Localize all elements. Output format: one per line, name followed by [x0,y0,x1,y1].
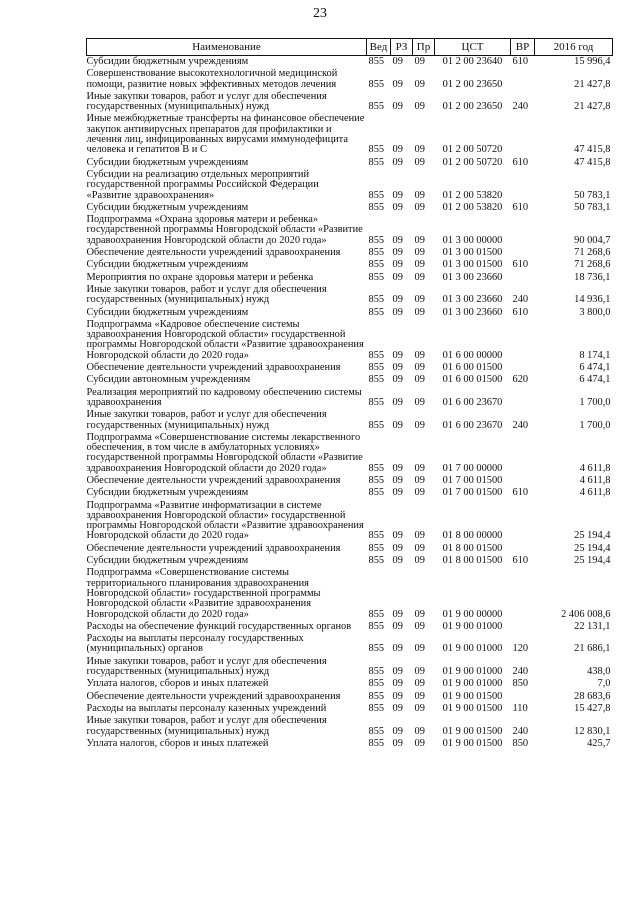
cell-vr [511,273,535,285]
cell-sum: 12 830,1 [574,725,611,737]
cell-sum: 25 194,4 [574,530,611,542]
cell-cst: 01 9 00 01000 [442,620,503,632]
cell-pr: 09 [414,349,425,361]
cell-vr: 610 [512,56,529,67]
cell-rz: 09 [392,189,403,201]
cell-sum: 7,0 [597,678,611,690]
cell-ved: 855 [368,555,385,567]
cell-sum: 71 268,6 [574,259,611,271]
cell-cst: 01 6 00 23670 [442,419,503,431]
cell-name: Расходы на выплаты персоналу государственных (муниципальных) органов [86,633,304,655]
cell-pr: 09 [414,643,425,655]
table-row [87,114,613,157]
cell-vr: 610 [512,555,529,567]
cell-pr: 09 [414,306,425,318]
cell-pr: 09 [414,678,425,690]
cell-vr [511,568,535,621]
cell-pr: 09 [414,737,425,749]
cell-cst: 01 7 00 00000 [442,462,503,474]
cell-cst: 01 3 00 01500 [442,259,503,271]
col-header-cst: ЦСТ [435,39,511,56]
cell-sum: 50 783,1 [574,201,611,213]
cell-name: Подпрограмма «Совершенствование системы территориального планирования здравоохранения Новгородской области» государственной программы Новгородской области «Развитие здравоохранения Новгородской области до 2020 года» [86,567,321,620]
cell-vr [511,114,535,157]
cell-sum: 6 474,1 [579,362,611,374]
cell-vr: 610 [512,259,529,271]
cell-ved: 855 [368,737,385,749]
cell-rz: 09 [392,396,403,408]
cell-ved: 855 [368,101,385,113]
cell-rz: 09 [392,555,403,567]
cell-ved: 855 [368,306,385,318]
cell-name: Субсидии бюджетным учреждениям [86,306,249,318]
cell-pr: 09 [414,530,425,542]
cell-name: Мероприятия по охране здоровья матери и ребенка [86,271,314,283]
cell-rz: 09 [392,201,403,213]
cell-cst: 01 2 00 53820 [442,201,503,213]
cell-pr: 09 [414,608,425,620]
cell-sum: 28 683,6 [574,690,611,702]
cell-cst: 01 6 00 01500 [442,374,503,386]
cell-rz: 09 [392,349,403,361]
cell-rz: 09 [392,487,403,499]
cell-sum: 47 415,8 [574,156,611,168]
cell-rz: 09 [392,462,403,474]
cell-cst: 01 7 00 01500 [442,487,503,499]
cell-ved: 855 [368,702,385,714]
table-row [87,568,613,621]
cell-vr: 240 [512,101,529,113]
cell-pr: 09 [414,725,425,737]
cell-pr: 09 [414,362,425,374]
cell-name: Обеспечение деятельности учреждений здравоохранения [86,362,341,374]
table-row [87,92,613,115]
cell-vr [511,215,535,248]
cell-vr: 850 [512,678,529,690]
budget-table [86,38,613,751]
cell-vr [511,622,535,634]
cell-cst: 01 3 00 00000 [442,234,503,246]
cell-rz: 09 [392,643,403,655]
cell-ved: 855 [368,247,385,259]
cell-sum: 438,0 [587,666,611,678]
cell-pr: 09 [414,462,425,474]
cell-sum: 50 783,1 [574,189,611,201]
cell-sum: 1 700,0 [579,419,611,431]
table-row [87,716,613,739]
cell-ved: 855 [368,234,385,246]
cell-cst: 01 2 00 50720 [442,156,503,168]
cell-sum: 4 611,8 [579,487,611,499]
cell-sum: 21 427,8 [574,101,611,113]
col-header-rz: РЗ [391,39,413,56]
table-row [87,501,613,544]
cell-vr [511,388,535,411]
cell-pr: 09 [414,144,425,156]
cell-name: Обеспечение деятельности учреждений здравоохранения [86,542,341,554]
cell-vr: 240 [512,666,529,678]
cell-name: Обеспечение деятельности учреждений здравоохранения [86,690,341,702]
cell-pr: 09 [414,374,425,386]
cell-vr: 240 [512,419,529,431]
cell-name: Подпрограмма «Развитие информатизации в системе здравоохранения Новгородской области» государственной программы Новгородской области «Развитие здравоохранения Новгородской области до 2020 года» [86,499,364,542]
cell-name: Иные закупки товаров, работ и услуг для обеспечения государственных (муниципальных) нужд [86,90,327,113]
cell-cst: 01 3 00 23660 [442,306,503,318]
cell-pr: 09 [414,234,425,246]
table-row [87,308,613,320]
cell-rz: 09 [392,620,403,632]
cell-cst: 01 6 00 01500 [442,362,503,374]
cell-cst: 01 3 00 01500 [442,247,503,259]
col-header-ved: Вед [367,39,391,56]
cell-sum: 4 611,8 [579,474,611,486]
cell-sum: 71 268,6 [574,247,611,259]
cell-sum: 8 174,1 [579,349,611,361]
cell-name: Подпрограмма «Кадровое обеспечение системы здравоохранения Новгородской области» государственной программы Новгородской области «Развитие здравоохранения Новгородской области до 2020 года» [86,318,364,361]
cell-pr: 09 [414,419,425,431]
col-header-vr: ВР [511,39,535,56]
cell-cst: 01 8 00 00000 [442,530,503,542]
table-row [87,170,613,203]
cell-pr: 09 [414,189,425,201]
cell-ved: 855 [368,78,385,90]
cell-ved: 855 [368,349,385,361]
cell-sum: 47 415,8 [574,144,611,156]
table-row [87,56,613,70]
cell-rz: 09 [392,56,403,67]
cell-name: Уплата налогов, сборов и иных платежей [86,678,269,690]
cell-sum: 15 427,8 [574,702,611,714]
cell-pr: 09 [414,247,425,259]
cell-sum: 22 131,1 [574,620,611,632]
cell-pr: 09 [414,201,425,213]
cell-cst: 01 9 00 01500 [442,725,503,737]
cell-sum: 4 611,8 [579,462,611,474]
table-row [87,679,613,691]
cell-name: Расходы на обеспечение функций государственных органов [86,620,352,632]
cell-pr: 09 [414,396,425,408]
table-row [87,285,613,308]
cell-ved: 855 [368,362,385,374]
cell-rz: 09 [392,156,403,168]
cell-cst: 01 6 00 00000 [442,349,503,361]
cell-sum: 25 194,4 [574,542,611,554]
cell-rz: 09 [392,362,403,374]
cell-cst: 01 9 00 01000 [442,666,503,678]
cell-cst: 01 9 00 01000 [442,643,503,655]
cell-ved: 855 [368,608,385,620]
cell-rz: 09 [392,419,403,431]
cell-name: Субсидии на реализацию отдельных мероприятий государственной программы Российской Федерации «Развитие здравоохранения» [86,168,319,201]
cell-cst: 01 2 00 53820 [442,189,503,201]
cell-ved: 855 [368,56,385,67]
cell-vr [511,170,535,203]
cell-sum: 21 427,8 [574,78,611,90]
cell-pr: 09 [414,474,425,486]
cell-rz: 09 [392,247,403,259]
cell-pr: 09 [414,271,425,283]
table-row [87,433,613,476]
cell-sum: 2 406 008,6 [561,608,611,620]
cell-name: Иные закупки товаров, работ и услуг для обеспечения государственных (муниципальных) нужд [86,409,327,431]
cell-cst: 01 9 00 00000 [442,608,503,620]
cell-rz: 09 [392,702,403,714]
cell-rz: 09 [392,259,403,271]
cell-rz: 09 [392,78,403,90]
col-header-sum: 2016 год [535,39,613,56]
cell-name: Подпрограмма «Совершенствование системы лекарственного обеспечения, в том числе в амбулаторных условиях» государственной программы Новгородской области «Развитие здравоохранения Новгородской области до 2020 года» [86,431,363,474]
cell-sum: 90 004,7 [574,234,611,246]
cell-name: Уплата налогов, сборов и иных платежей [86,737,269,749]
cell-name: Иные закупки товаров, работ и услуг для обеспечения государственных (муниципальных) нужд [86,655,327,678]
page-number: 23 [313,6,327,21]
cell-name: Субсидии бюджетным учреждениям [86,555,249,567]
cell-sum: 425,7 [587,737,611,749]
table-row [87,739,613,751]
cell-pr: 09 [414,101,425,113]
cell-rz: 09 [392,234,403,246]
cell-cst: 01 2 00 23650 [442,101,503,113]
cell-ved: 855 [368,542,385,554]
cell-rz: 09 [392,678,403,690]
cell-cst: 01 2 00 23640 [442,56,503,67]
cell-sum: 3 800,0 [579,306,611,318]
cell-rz: 09 [392,374,403,386]
cell-rz: 09 [392,101,403,113]
cell-ved: 855 [368,156,385,168]
cell-ved: 855 [368,690,385,702]
cell-pr: 09 [414,294,425,306]
cell-name: Реализация мероприятий по кадровому обеспечению системы здравоохранения [86,386,362,408]
cell-pr: 09 [414,487,425,499]
cell-cst: 01 9 00 01500 [442,690,503,702]
cell-ved: 855 [368,419,385,431]
cell-name: Обеспечение деятельности учреждений здравоохранения [86,474,341,486]
table-row [87,410,613,433]
table-row [87,388,613,411]
cell-vr: 240 [512,294,529,306]
cell-cst: 01 3 00 23660 [442,271,503,283]
cell-rz: 09 [392,690,403,702]
cell-ved: 855 [368,462,385,474]
cell-pr: 09 [414,156,425,168]
cell-pr: 09 [414,666,425,678]
cell-name: Иные закупки товаров, работ и услуг для обеспечения государственных (муниципальных) нужд [86,283,327,306]
cell-ved: 855 [368,666,385,678]
cell-pr: 09 [414,56,425,67]
cell-name: Субсидии бюджетным учреждениям [86,487,249,499]
cell-ved: 855 [368,725,385,737]
cell-cst: 01 8 00 01500 [442,542,503,554]
cell-rz: 09 [392,474,403,486]
cell-vr: 240 [512,725,529,737]
cell-ved: 855 [368,294,385,306]
cell-rz: 09 [392,294,403,306]
cell-ved: 855 [368,189,385,201]
cell-rz: 09 [392,306,403,318]
cell-cst: 01 9 00 01500 [442,737,503,749]
cell-cst: 01 3 00 23660 [442,294,503,306]
cell-name: Субсидии бюджетным учреждениям [86,156,249,168]
cell-rz: 09 [392,666,403,678]
cell-sum: 6 474,1 [579,374,611,386]
table-row [87,488,613,500]
cell-ved: 855 [368,678,385,690]
table-row [87,320,613,363]
cell-pr: 09 [414,78,425,90]
cell-sum: 14 936,1 [574,294,611,306]
cell-ved: 855 [368,374,385,386]
cell-vr: 610 [512,156,529,168]
cell-name: Подпрограмма «Охрана здоровья матери и ребенка» государственной программы Новгородской области «Развитие здравоохранения Новгородской области до 2020 года» [86,214,363,246]
cell-pr: 09 [414,702,425,714]
cell-sum: 18 736,1 [574,271,611,283]
table-row [87,634,613,657]
cell-cst: 01 8 00 01500 [442,555,503,567]
cell-vr [511,320,535,363]
cell-name: Иные закупки товаров, работ и услуг для обеспечения государственных (муниципальных) нужд [86,715,327,737]
cell-ved: 855 [368,396,385,408]
cell-cst: 01 2 00 23650 [442,78,503,90]
cell-vr: 120 [512,643,529,655]
cell-ved: 855 [368,259,385,271]
cell-pr: 09 [414,555,425,567]
cell-rz: 09 [392,542,403,554]
cell-ved: 855 [368,474,385,486]
cell-name: Иные межбюджетные трансферты на финансовое обеспечение закупок антивирусных препаратов для профилактики и лечения лиц, инфицированных вирусами иммунодефицита человека и гепатитов В и С [86,113,365,156]
cell-cst: 01 9 00 01500 [442,702,503,714]
cell-pr: 09 [414,690,425,702]
cell-rz: 09 [392,737,403,749]
cell-sum: 25 194,4 [574,555,611,567]
cell-vr: 850 [512,737,529,749]
cell-sum: 15 996,4 [574,56,611,67]
cell-cst: 01 9 00 01000 [442,678,503,690]
cell-vr [511,69,535,92]
col-header-pr: Пр [413,39,435,56]
cell-cst: 01 2 00 50720 [442,144,503,156]
cell-vr: 110 [512,702,528,714]
table-body [87,56,613,752]
cell-rz: 09 [392,530,403,542]
cell-name: Совершенствование высокотехнологичной медицинской помощи, развитие новых эффективных методов лечения [86,68,338,90]
cell-ved: 855 [368,487,385,499]
cell-name: Обеспечение деятельности учреждений здравоохранения [86,247,341,259]
cell-name: Субсидии бюджетным учреждениям [86,56,249,67]
cell-rz: 09 [392,144,403,156]
cell-vr [511,501,535,544]
table-header-row [87,39,613,56]
cell-ved: 855 [368,144,385,156]
table-row [87,657,613,680]
cell-sum: 1 700,0 [579,396,611,408]
cell-rz: 09 [392,271,403,283]
cell-cst: 01 6 00 23670 [442,396,503,408]
col-header-name: Наименование [87,39,367,56]
cell-rz: 09 [392,725,403,737]
cell-name: Субсидии бюджетным учреждениям [86,201,249,213]
cell-rz: 09 [392,608,403,620]
cell-vr: 610 [512,201,529,213]
cell-vr: 610 [512,487,529,499]
cell-ved: 855 [368,271,385,283]
cell-pr: 09 [414,620,425,632]
table-row [87,375,613,387]
cell-ved: 855 [368,201,385,213]
cell-vr: 610 [512,306,529,318]
cell-ved: 855 [368,620,385,632]
cell-pr: 09 [414,259,425,271]
cell-ved: 855 [368,643,385,655]
cell-cst: 01 7 00 01500 [442,474,503,486]
cell-name: Субсидии автономным учреждениям [86,374,251,386]
cell-vr: 620 [512,374,529,386]
table-row [87,260,613,272]
cell-name: Субсидии бюджетным учреждениям [86,259,249,271]
cell-pr: 09 [414,542,425,554]
cell-ved: 855 [368,530,385,542]
table-row [87,215,613,248]
cell-vr [511,433,535,476]
cell-name: Расходы на выплаты персоналу казенных учреждений [86,702,327,714]
cell-sum: 21 686,1 [574,643,611,655]
table-row [87,69,613,92]
